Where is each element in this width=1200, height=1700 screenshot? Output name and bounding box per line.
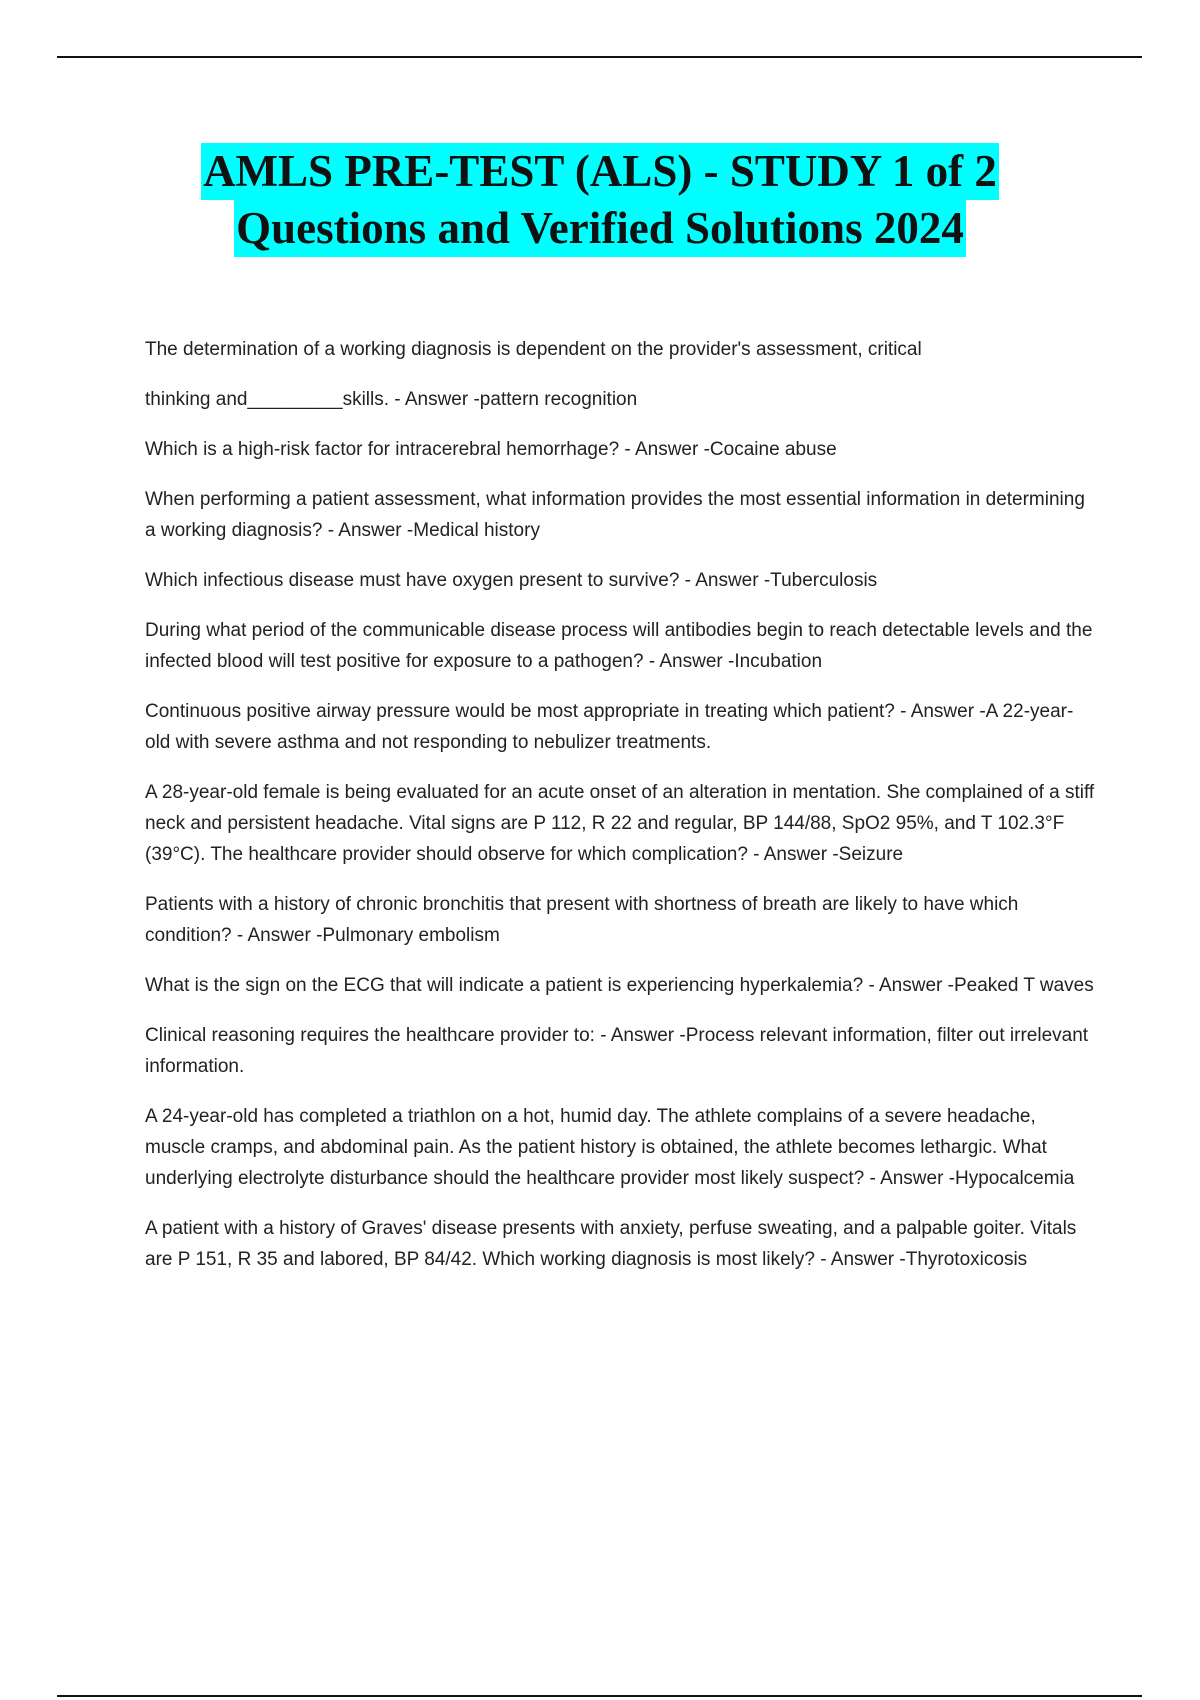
document-title: [0, 143, 1200, 257]
qa-item: Patients with a history of chronic bronchitis that present with shortness of breath are likely to have which condition? - Answer -Pulmonary embolism: [145, 894, 1019, 946]
qa-item: A 24-year-old has completed a triathlon on a hot, humid day. The athlete complains of a severe headache, muscle cramps, and abdominal pain. As the patient history is obtained, the athlete becomes lethargic. What underlying electrolyte disturbance should the healthcare provider most likely suspect? - Answer -Hypocalcemia: [145, 1106, 1075, 1189]
qa-item: A 28-year-old female is being evaluated for an acute onset of an alteration in mentation. She complained of a stiff neck and persistent headache. Vital signs are P 112, R 22 and regular, BP 144/88, SpO2 95%, and T 102.3°F (39°C). The healthcare provider should observe for which complication? - Answer -Seizure: [145, 782, 1095, 865]
qa-item: During what period of the communicable disease process will antibodies begin to reach detectable levels and the infected blood will test positive for exposure to a pathogen? - Answer -Incubation: [145, 620, 1093, 672]
qa-item: When performing a patient assessment, what information provides the most essential information in determining a working diagnosis? - Answer -Medical history: [145, 489, 1085, 541]
qa-list: [145, 334, 1095, 1294]
qa-item: [145, 334, 1095, 415]
title-line-1: AMLS PRE-TEST (ALS) - STUDY 1 of 2: [201, 143, 999, 200]
qa-item: A patient with a history of Graves' disease presents with anxiety, perfuse sweating, and a palpable goiter. Vitals are P 151, R 35 and labored, BP 84/42. Which working diagnosis is most likely? - Answer -Thyrotoxicosis: [145, 1218, 1077, 1270]
top-rule: [57, 56, 1142, 58]
qa-item: Which infectious disease must have oxygen present to survive? - Answer -Tuberculosis: [145, 570, 878, 591]
qa-item: Clinical reasoning requires the healthcare provider to: - Answer -Process relevant information, filter out irrelevant information.: [145, 1025, 1089, 1077]
qa-item: What is the sign on the ECG that will indicate a patient is experiencing hyperkalemia? - Answer -Peaked T waves: [145, 975, 1094, 996]
qa-text: The determination of a working diagnosis is dependent on the provider's assessment, critical: [145, 339, 922, 360]
qa-text: thinking and_________skills. - Answer -pattern recognition: [145, 389, 638, 410]
qa-item: Which is a high-risk factor for intracerebral hemorrhage? - Answer -Cocaine abuse: [145, 439, 837, 460]
qa-item: Continuous positive airway pressure would be most appropriate in treating which patient? - Answer -A 22-year-old with severe asthma and not responding to nebulizer treatments.: [145, 701, 1074, 753]
bottom-rule: [57, 1695, 1142, 1697]
title-line-2: Questions and Verified Solutions 2024: [234, 200, 966, 257]
